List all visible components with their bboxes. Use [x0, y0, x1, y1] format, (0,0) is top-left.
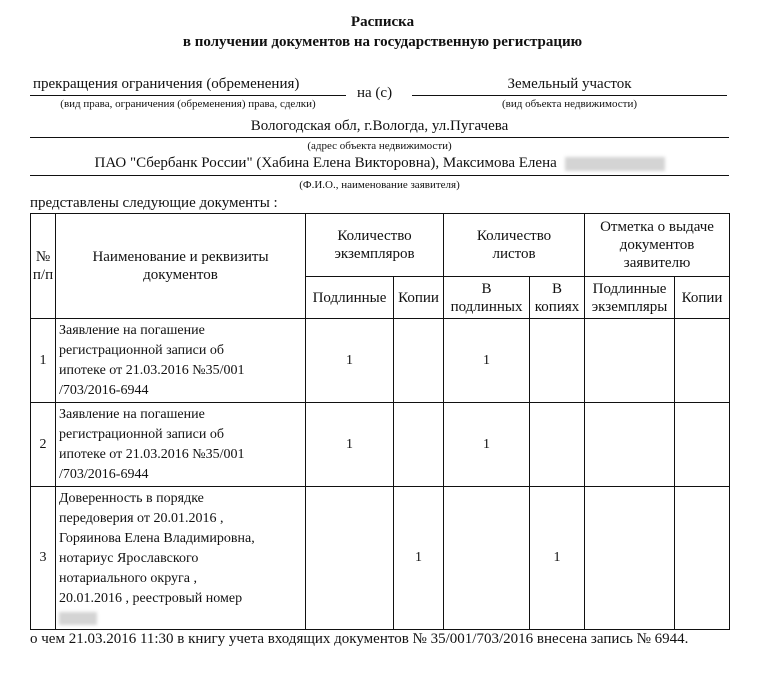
applicant-underline	[30, 175, 729, 176]
issued-copies	[675, 319, 730, 403]
object-type-caption: (вид объекта недвижимости)	[501, 98, 638, 110]
issued-copies	[675, 403, 730, 487]
applicant-value: ПАО "Сбербанк России" (Хабина Елена Викторовна), Максимова Елена	[94, 155, 557, 171]
header-originals-copies: Подлинные экземпляры	[585, 277, 675, 319]
issued-originals	[585, 403, 675, 487]
originals-count	[306, 487, 394, 630]
object-type-value: Земельный участок	[507, 76, 632, 92]
row-number: 3	[31, 487, 56, 630]
sheets-copies	[530, 319, 585, 403]
document-name: Доверенность в порядке передоверия от 20.01.2016 , Горяинова Елена Владимировна, нотариус Ярославского нотариального округа , 20.01.2016 , реестровый номер	[56, 487, 306, 630]
copies-count	[394, 319, 444, 403]
header-in-copies: В копиях	[530, 277, 585, 319]
sheets-originals	[444, 487, 530, 630]
registration-note: о чем 21.03.2016 11:30 в книгу учета входящих документов № 35/001/703/2016 внесена запись № 6944.	[30, 631, 689, 647]
applicant-caption: (Ф.И.О., наименование заявителя)	[299, 179, 460, 191]
issued-originals	[585, 487, 675, 630]
address-underline	[30, 137, 729, 138]
table-row	[31, 319, 730, 403]
header-copies-count: Количество экземпляров	[306, 214, 444, 277]
document-name: Заявление на погашение регистрационной записи об ипотеке от 21.03.2016 №35/001 /703/2016-6944	[56, 319, 306, 403]
redacted-surname	[565, 157, 665, 171]
sheets-copies: 1	[530, 487, 585, 630]
right-type-caption: (вид права, ограничения (обременения) права, сделки)	[60, 98, 316, 110]
row-number: 2	[31, 403, 56, 487]
applicant-row	[30, 155, 729, 172]
header-copies-2: Копии	[675, 277, 730, 319]
document-subtitle: в получении документов на государственную регистрацию	[182, 34, 583, 50]
on-label: на (с)	[357, 85, 393, 101]
redacted-registry-number	[59, 612, 97, 625]
issued-originals	[585, 319, 675, 403]
row-number: 1	[31, 319, 56, 403]
address-value: Вологодская обл, г.Вологда, ул.Пугачева	[250, 118, 509, 134]
copies-count	[394, 403, 444, 487]
documents-table	[30, 213, 730, 630]
sheets-copies	[530, 403, 585, 487]
document-title: Расписка	[350, 14, 415, 30]
header-copies: Копии	[394, 277, 444, 319]
originals-count: 1	[306, 319, 394, 403]
header-sheets-count: Количество листов	[444, 214, 585, 277]
sheets-originals: 1	[444, 403, 530, 487]
originals-count: 1	[306, 403, 394, 487]
documents-intro: представлены следующие документы :	[30, 195, 278, 211]
header-in-originals: В подлинных	[444, 277, 530, 319]
issued-copies	[675, 487, 730, 630]
header-issue-mark: Отметка о выдаче документов заявителю	[585, 214, 730, 277]
address-caption: (адрес объекта недвижимости)	[307, 140, 452, 152]
header-num: № п/п	[31, 214, 56, 319]
document-name: Заявление на погашение регистрационной записи об ипотеке от 21.03.2016 №35/001 /703/2016-6944	[56, 403, 306, 487]
object-type-underline	[412, 95, 727, 96]
header-document-name: Наименование и реквизиты документов	[56, 214, 306, 319]
sheets-originals: 1	[444, 319, 530, 403]
header-originals: Подлинные	[306, 277, 394, 319]
copies-count: 1	[394, 487, 444, 630]
table-row	[31, 403, 730, 487]
right-type-value: прекращения ограничения (обременения)	[33, 76, 300, 92]
right-type-underline	[30, 95, 346, 96]
table-row	[31, 487, 730, 630]
